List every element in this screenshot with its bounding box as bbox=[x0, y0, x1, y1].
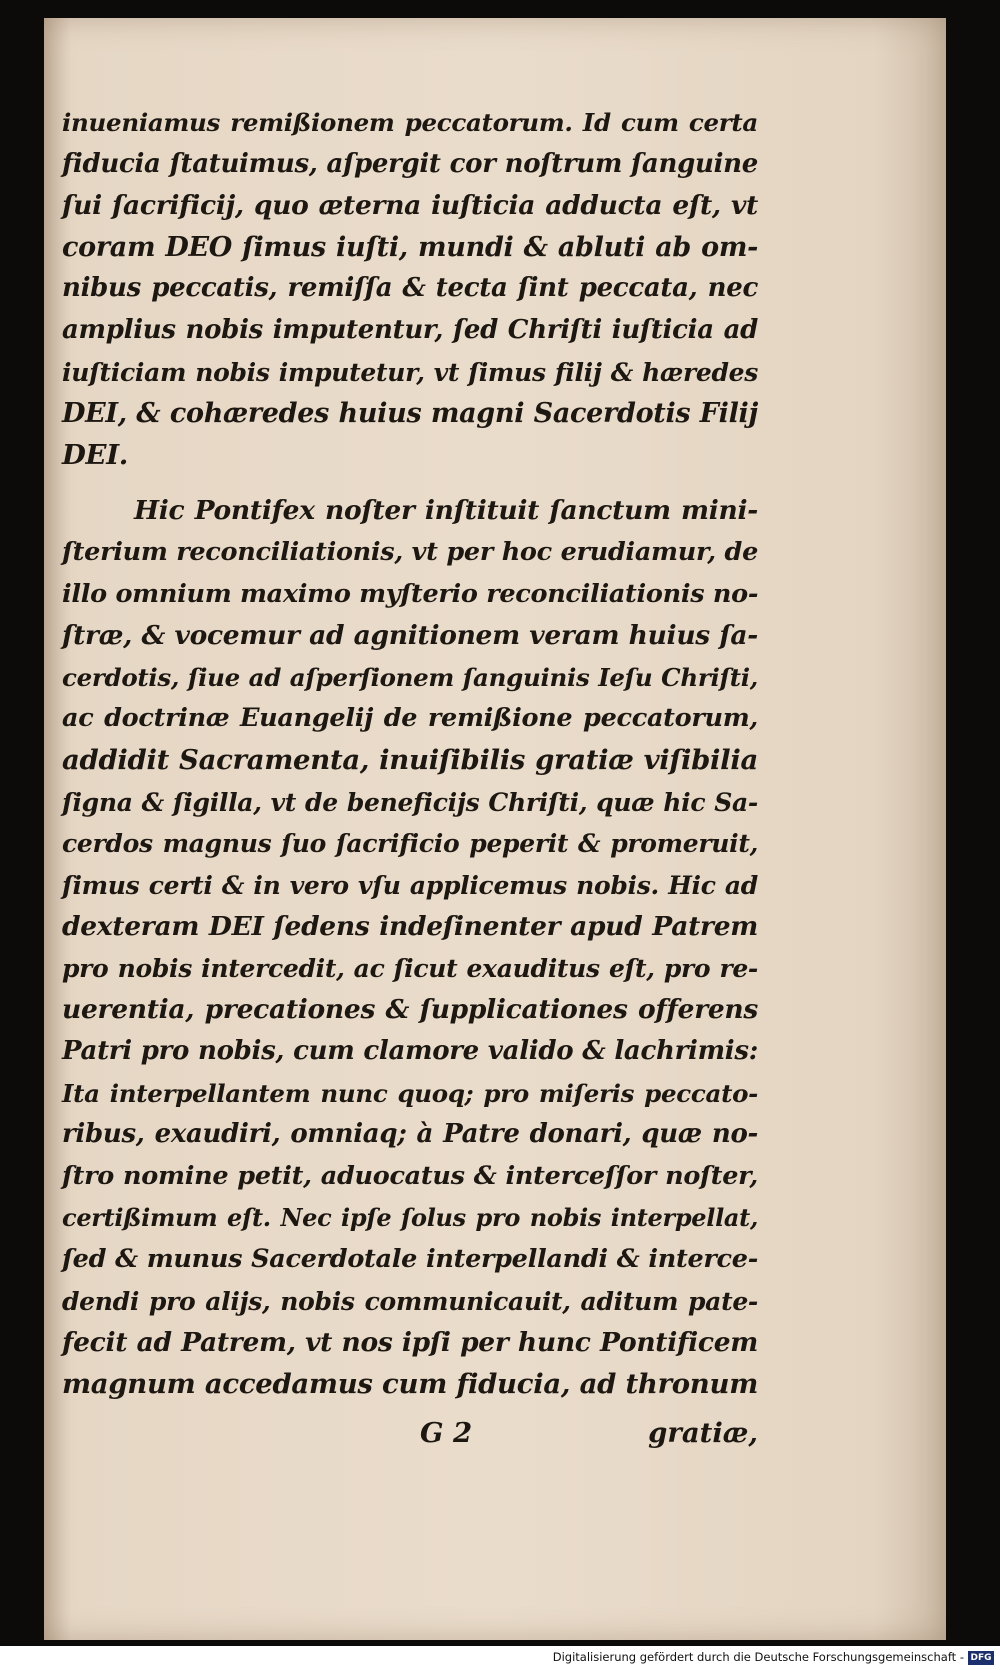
text-line: ſui ſacrificij, quo æterna iuſticia adducta eſt, vt bbox=[62, 190, 758, 222]
text-line: dendi pro alijs, nobis communicauit, aditum pate- bbox=[62, 1286, 758, 1316]
text-line: ſimus certi & in vero vſu applicemus nobis. Hic ad bbox=[62, 870, 758, 900]
text-line: certißimum eſt. Nec ipſe ſolus pro nobis interpellat, bbox=[62, 1203, 758, 1233]
text-line: ſtræ, & vocemur ad agnitionem veram huius ſa- bbox=[62, 620, 758, 652]
body-text bbox=[62, 102, 758, 1405]
text-line: ſed & munus Sacerdotale interpellandi & interce- bbox=[62, 1244, 758, 1275]
text-line: ribus, exaudiri, omniaq; à Patre donari, quæ no- bbox=[62, 1119, 758, 1150]
catchword: gratiæ, bbox=[648, 1417, 758, 1449]
book-page bbox=[44, 18, 946, 1640]
text-line: Hic Pontifex noſter inſtituit ſanctum mini- bbox=[134, 495, 758, 527]
text-line: coram DEO ſimus iuſti, mundi & abluti ab om- bbox=[62, 231, 758, 263]
text-line: Ita interpellantem nunc quoq; pro miſeris peccato- bbox=[62, 1078, 758, 1108]
text-line: fecit ad Patrem, vt nos ipſi per hunc Pontificem bbox=[62, 1327, 758, 1359]
dfg-logo: DFG bbox=[968, 1651, 994, 1665]
text-line: DEI, & cohæredes huius magni Sacerdotis Filij bbox=[62, 398, 758, 430]
text-line: amplius nobis imputentur, ſed Chriſti iuſticia ad bbox=[62, 314, 758, 345]
text-line: ac doctrinæ Euangelij de remißione peccatorum, bbox=[62, 703, 758, 734]
text-line: inueniamus remißionem peccatorum. Id cum certa bbox=[62, 108, 758, 137]
text-line: cerdos magnus ſuo ſacrificio peperit & promeruit, bbox=[62, 829, 758, 859]
text-line: uerentia, precationes & ſupplicationes offerens bbox=[62, 994, 758, 1026]
text-line: addidit Sacramenta, inuiſibilis gratiæ viſibilia bbox=[62, 743, 758, 776]
paragraph-gap bbox=[62, 476, 758, 490]
text-line: cerdotis, ſiue ad aſperſionem ſanguinis Ieſu Chriſti, bbox=[62, 662, 758, 692]
text-line: iuſticiam nobis imputetur, vt ſimus filij & hæredes bbox=[62, 357, 758, 387]
text-line: pro nobis intercedit, ac ſicut exauditus eſt, pro re- bbox=[62, 953, 758, 983]
text-line: Patri pro nobis, cum clamore valido & lachrimis: bbox=[62, 1036, 758, 1067]
credit-bar bbox=[0, 1646, 1000, 1670]
text-line: dexteram DEI ſedens indeſinenter apud Patrem bbox=[62, 911, 758, 943]
text-line: fiducia ſtatuimus, aſpergit cor noſtrum ſanguine bbox=[62, 148, 758, 179]
credit-text: Digitalisierung gefördert durch die Deutsche Forschungsgemeinschaft - bbox=[552, 1650, 964, 1664]
page-footer bbox=[62, 1417, 758, 1459]
text-line: DEI. bbox=[62, 438, 129, 471]
text-line: ſigna & ſigilla, vt de beneficijs Chriſti, quæ hic Sa- bbox=[62, 787, 758, 817]
text-line: ſtro nomine petit, aduocatus & interceſſor noſter, bbox=[62, 1160, 758, 1191]
text-line: magnum accedamus cum fiducia, ad thronum bbox=[62, 1367, 758, 1400]
text-line: nibus peccatis, remiſſa & tecta ſint peccata, nec bbox=[62, 273, 758, 304]
text-line: illo omnium maximo myſterio reconciliationis no- bbox=[62, 578, 759, 609]
signature-mark: G 2 bbox=[420, 1417, 473, 1449]
text-line: ſterium reconciliationis, vt per hoc erudiamur, de bbox=[62, 536, 758, 567]
